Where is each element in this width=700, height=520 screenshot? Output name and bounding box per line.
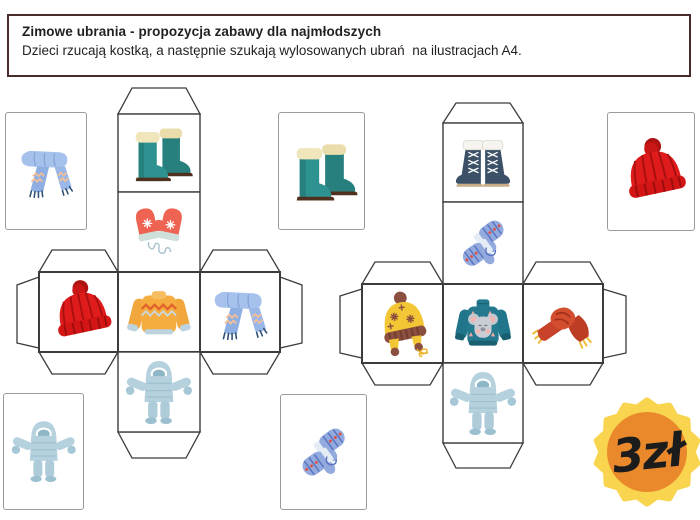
price-badge-text: 3zł [609, 422, 685, 484]
glue-flap [118, 88, 200, 114]
net-left-cell-middle-right [200, 272, 280, 352]
net-right-cell-middle-right [523, 284, 603, 363]
scarf-blue-icon [204, 276, 276, 348]
page-title: Zimowe ubrania - propozycja zabawy dla najmłodszych [22, 24, 382, 39]
glue-flap [523, 262, 603, 284]
glue-flap [200, 250, 280, 272]
net-right-cell-middle-left [362, 284, 443, 363]
boots-teal-icon [284, 123, 359, 218]
net-left-cell-bottom [118, 352, 200, 432]
glue-flap [362, 363, 443, 385]
glue-flap [200, 352, 280, 374]
glue-flap [17, 277, 39, 348]
glue-flap [443, 443, 523, 468]
sweater-teal-icon [447, 288, 519, 359]
boots-navy-icon [447, 127, 519, 198]
card-bottom-left [3, 393, 84, 510]
glue-flap [340, 289, 362, 358]
card-top-middle [278, 112, 365, 230]
glue-flap [443, 103, 523, 123]
glue-flap [39, 352, 118, 374]
net-left-cell-middle-center [118, 272, 200, 352]
snowsuit-blue-icon [447, 367, 519, 439]
card-top-right [607, 112, 695, 231]
net-left-cell-top [118, 114, 200, 192]
hat-yellow-icon [366, 288, 439, 359]
hat-red-icon [613, 124, 689, 220]
glue-flap [523, 363, 603, 385]
glue-flap [362, 262, 443, 284]
net-left-cell-middle-left [39, 272, 118, 352]
snowsuit-blue-icon [9, 404, 79, 498]
glue-flap [280, 277, 302, 348]
card-bottom-middle [280, 394, 367, 510]
net-right-cell-upper-middle [443, 202, 523, 284]
mittens-blue-icon [447, 206, 519, 280]
glue-flap [39, 250, 118, 272]
net-left-cell-upper-middle [118, 192, 200, 272]
scarf-red-icon [527, 288, 599, 359]
price-badge [592, 392, 700, 512]
net-right-cell-bottom [443, 363, 523, 443]
header-box [7, 14, 691, 77]
net-right-cell-top [443, 123, 523, 202]
page-subtitle: Dzieci rzucają kostką, a następnie szukają wylosowanych ubrań na ilustracjach A4. [22, 43, 522, 58]
mittens-blue-icon [286, 405, 361, 498]
scarf-blue-icon [11, 123, 81, 218]
mittens-red-icon [122, 196, 196, 268]
glue-flap [118, 432, 200, 458]
net-right-cell-middle-center [443, 284, 523, 363]
hat-red-icon [43, 276, 114, 348]
sweater-yellow-icon [122, 276, 196, 348]
card-top-left [5, 112, 87, 230]
glue-flap [603, 289, 626, 358]
boots-teal-icon [122, 118, 196, 188]
snowsuit-blue-icon [122, 356, 196, 428]
